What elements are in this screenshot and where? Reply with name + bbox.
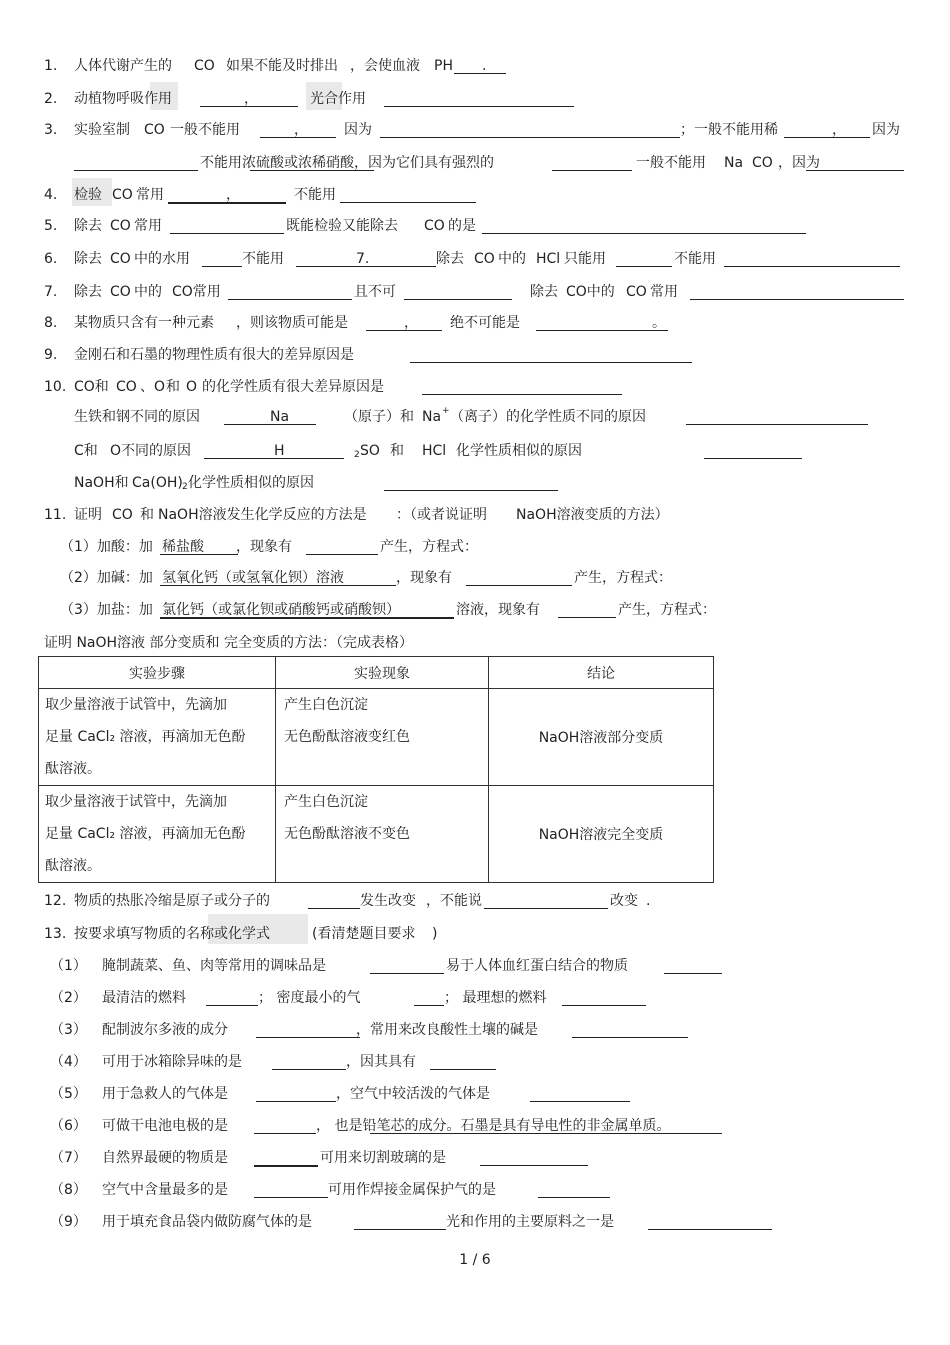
item-text-b: ，空气中较活泼的气体是 [336,1086,490,1102]
q5-text-c: 常用 [134,218,162,234]
header-conclusion: 结论 [489,657,714,689]
q6-number: 6. [44,251,58,267]
q11-s2-text-c: ，现象有 [396,570,452,586]
q4-text-e: 不能用 [294,187,336,203]
q7-blank-2[interactable] [404,299,512,300]
q10-blank-1[interactable] [422,394,622,395]
header-steps: 实验步骤 [39,657,276,689]
item-text-b: 易于人体血红蛋白结合的物质 [446,958,628,974]
q7-blank-3[interactable] [690,299,904,300]
q7-text-a: 除去 [74,284,102,300]
item-blank-2[interactable] [414,1005,444,1006]
cell-line: 产生白色沉淀 [284,794,368,810]
q2-text-c: 光合作用 [310,91,366,107]
q7-text-i: 常用 [650,284,678,300]
q9-blank-1[interactable] [410,362,692,363]
q3-line2-text-e: ，因为 [778,155,820,171]
q1-number: 1. [44,58,58,74]
q10-r2-text-f: （离子）的化学性质不同的原因 [450,409,646,425]
q10-blank-3[interactable] [686,424,868,425]
q11-text-a: 证明 [74,507,102,523]
item-number: （7） [50,1150,87,1166]
q4-text-d: ， [226,187,240,203]
q3-blank-4[interactable] [74,170,198,171]
q3-text-g: ， [832,122,846,138]
item-text-a: 配制波尔多液的成分 [102,1022,228,1038]
q3-line2-text-c: Na [724,155,744,171]
q5-number: 5. [44,218,58,234]
q11-text-e: ：（或者说证明 [396,507,487,523]
q3-text-a: 实验室制 [74,122,130,138]
q10-r2-text-e: + [442,406,450,416]
table-row [39,786,714,883]
q10-r4-text-b: Ca(OH) [132,475,183,491]
table-cell-conclusion: NaOH溶液部分变质 [489,689,714,786]
q8-number: 8. [44,315,58,331]
q12-blank-1[interactable] [308,908,360,909]
q13-text-a: 按要求填写物质的名称或化学式 [74,926,270,942]
cell-line: 取少量溶液于试管中，先滴加 [45,697,227,713]
table-cell-steps [39,689,276,786]
q12-text-d: 改变 [610,893,638,909]
page-number: 1 / 6 [459,1252,491,1268]
q5-text-a: 除去 [74,218,102,234]
q5-blank-1[interactable] [170,233,284,234]
q11-text-d: NaOH溶液发生化学反应的方法是 [158,507,367,523]
q6-text-a: 除去 [74,251,102,267]
item-blank-1[interactable] [254,1197,328,1198]
item-text-a: 最清洁的燃料 [102,990,186,1006]
q10-r4-text-a: NaOH和 [74,475,129,491]
item-text-a: 自然界最硬的物质是 [102,1150,228,1166]
q6-text-c: 中的水用 [134,251,190,267]
q10-r3-text-g: 化学性质相似的原因 [456,443,582,459]
q7-text-h: CO [626,284,647,300]
q11-s1-answer: 稀盐酸 [162,539,204,555]
q11-s1-text-d: 产生，方程式： [380,539,478,555]
q10-r3-text-a: C和 [74,443,98,459]
table-header-row [39,657,714,689]
q9-text-a: 金刚石和石墨的物理性质有很大的差异原因是 [74,347,354,363]
item-text-b: 光和作用的主要原料之一是 [446,1214,614,1230]
q3-blank-2[interactable] [380,137,680,138]
q10-text-d: 和 [166,379,180,395]
cell-line: 酞溶液。 [45,858,101,874]
cell-line: 产生白色沉淀 [284,697,368,713]
q8-text-b: ，则该物质可能是 [236,315,348,331]
q4-blank-2[interactable] [340,202,476,203]
q10-r2-text-b: Na [270,409,290,425]
q1-blank-1[interactable] [454,73,506,74]
item-text-a: 可用于冰箱除异味的是 [102,1054,242,1070]
q6-text-h: 中的 [498,251,526,267]
q5-text-d: 既能检验又能除去 [286,218,398,234]
q6-text-i: HCl [536,251,561,267]
q6-text-k: 不能用 [674,251,716,267]
q11-s1-text-c: ，现象有 [236,539,292,555]
q3-blank-5[interactable] [552,170,632,171]
cell-line: 酞溶液。 [45,761,101,777]
q11-s1-text-a: （1）加酸：加 [60,539,153,555]
item-number: （3） [50,1022,87,1038]
q12-number: 12. [44,893,67,909]
q11-number: 11. [44,507,67,523]
q3-text-d: ， [294,122,308,138]
item-blank-1[interactable] [254,1133,316,1134]
q1-text-d: ，会使血液 [350,58,420,74]
table-cell-steps [39,786,276,883]
item-blank-2[interactable] [664,973,722,974]
q3-text-c: 一般不能用 [170,122,240,138]
q10-r3-text-f: HCl [422,443,447,459]
q6-text-d: 不能用 [242,251,284,267]
q10-r3-sub-2: 2 [354,450,360,460]
item-blank-3[interactable] [562,1005,646,1006]
q10-text-c: 、O [140,379,166,395]
q6-text-b: CO [110,251,131,267]
item-text-b: ， 也是铅笔芯的成分。石墨是具有导电性的非金属单质。 [316,1118,671,1134]
q1-text-a: 人体代谢产生的 [74,58,172,74]
q3-line2-text-d: CO [752,155,773,171]
q10-text-a: CO和 [74,379,109,395]
q3-text-e: 因为 [344,122,372,138]
q10-r3-text-e: 和 [390,443,404,459]
table-row [39,689,714,786]
q11-s2-text-d: 产生，方程式： [574,570,672,586]
q7-text-c: 中的 [134,284,162,300]
item-blank-2[interactable] [430,1069,496,1070]
q8-text-c: ， [404,315,418,331]
q3-underline-text [250,170,374,171]
q7-text-g: CO中的 [566,284,615,300]
q11-text-b: CO [112,507,133,523]
item-blank-1[interactable] [354,1229,446,1230]
q5-text-f: 的是 [448,218,476,234]
table-cell-observations [276,689,489,786]
q7-text-b: CO [110,284,131,300]
q8-blank-2[interactable] [536,330,668,331]
q6-text-f: 除去 [436,251,464,267]
q6-blank-1[interactable] [202,266,242,267]
item-text-b: 可用来切割玻璃的是 [320,1150,446,1166]
item-blank-2[interactable] [648,1229,772,1230]
item-blank-2[interactable] [538,1197,610,1198]
q12-text-e: . [646,893,651,909]
item-blank-1[interactable] [256,1101,336,1102]
q3-blank-3[interactable] [784,137,870,138]
item-blank-1[interactable] [206,1005,258,1006]
q10-r3-text-d: SO [360,443,380,459]
q11-s3-blank[interactable] [558,617,616,618]
item-blank-1[interactable] [272,1069,346,1070]
q1-text-b: CO [194,58,215,74]
q12-text-c: ，不能说 [426,893,482,909]
item-number: （2） [50,990,87,1006]
cell-line: 无色酚酞溶液不变色 [284,826,410,842]
item-underline-text [370,1133,722,1134]
q4-text-a: 检验 [74,187,102,203]
q8-text-d: 绝不可能是 [450,315,520,331]
q4-number: 4. [44,187,58,203]
item-blank-1[interactable] [254,1165,318,1167]
table-cell-observations [276,786,489,883]
q6-text-j: 只能用 [564,251,606,267]
q12-blank-2[interactable] [484,908,608,909]
q10-text-e: O [186,379,198,395]
item-number: （9） [50,1214,87,1230]
q11-s3-text-d: 产生，方程式： [618,602,716,618]
item-blank-1[interactable] [256,1037,360,1038]
q12-text-b: 发生改变 [360,893,416,909]
q10-r4-sub-2: 2 [182,482,188,492]
item-number: （6） [50,1118,87,1134]
q9-number: 9. [44,347,58,363]
q6-text-g: CO [474,251,495,267]
item-text-a: 用于填充食品袋内做防腐气体的是 [102,1214,312,1230]
q10-text-b: CO [116,379,137,395]
item-blank-2[interactable] [480,1165,588,1166]
q5-blank-2[interactable] [482,233,806,234]
item-text-c: ； 最理想的燃料 [444,990,547,1006]
q4-text-c: 常用 [136,187,164,203]
q3-text-f: ；一般不能用稀 [680,122,778,138]
item-blank-1[interactable] [370,973,444,974]
item-text-b: ，常用来改良酸性土壤的碱是 [356,1022,538,1038]
q11-text-c: 和 [140,507,154,523]
q2-number: 2. [44,91,58,107]
q10-blank-6[interactable] [384,490,558,491]
q10-r2-text-d: Na [422,409,442,425]
item-blank-2[interactable] [572,1037,688,1038]
q11-prove-text: 证明 NaOH溶液 部分变质和 完全变质的方法：（完成表格） [44,635,413,651]
q10-r4-text-c: 化学性质相似的原因 [188,475,314,491]
q11-s3-text-c: 溶液，现象有 [456,602,540,618]
table-cell-conclusion: NaOH溶液完全变质 [489,786,714,883]
q7-text-f: 除去 [530,284,558,300]
item-blank-2[interactable] [530,1101,630,1102]
header-observations: 实验现象 [276,657,489,689]
q12-text-a: 物质的热胀冷缩是原子或分子的 [74,893,270,909]
cell-line: 取少量溶液于试管中，先滴加 [45,794,227,810]
experiment-table [38,656,714,883]
item-number: （4） [50,1054,87,1070]
item-number: （5） [50,1086,87,1102]
q10-r3-text-b: O不同的原因 [110,443,192,459]
q10-number: 10. [44,379,67,395]
q3-number: 3. [44,122,58,138]
cell-line: 无色酚酞溶液变红色 [284,729,410,745]
q8-text-e: 。 [652,315,666,331]
q2-text-a: 动植物呼吸作用 [74,91,172,107]
q11-s1-blank[interactable] [306,554,378,555]
q1-text-f: . [482,58,487,74]
q4-text-b: CO [112,187,133,203]
q10-r3-text-c: H [274,443,285,459]
cell-line: 足量 CaCl₂ 溶液，再滴加无色酚 [45,826,246,842]
q7-blank-1[interactable] [228,299,352,300]
item-text-b: 可用作焊接金属保护气的是 [328,1182,496,1198]
q10-text-f: 的化学性质有很大差异原因是 [202,379,384,395]
item-number: （1） [50,958,87,974]
q10-r2-text-a: 生铁和钢不同的原因 [74,409,200,425]
q11-s2-blank[interactable] [466,585,572,586]
item-text-a: 空气中含量最多的是 [102,1182,228,1198]
q6-text-e: 7. [356,251,370,267]
q11-s3-text-a: （3）加盐：加 [60,602,153,618]
cell-line: 足量 CaCl₂ 溶液，再滴加无色酚 [45,729,246,745]
q10-r2-text-c: （原子）和 [344,409,414,425]
item-text-a: 可做干电池电极的是 [102,1118,228,1134]
item-number: （8） [50,1182,87,1198]
q3-blank-6[interactable] [806,170,904,171]
q2-text-b: ， [244,91,258,107]
q5-text-b: CO [110,218,131,234]
q6-blank-3[interactable] [616,266,672,267]
q3-text-h: 因为 [872,122,900,138]
q7-number: 7. [44,284,58,300]
q11-text-f: NaOH溶液变质的方法） [516,507,669,523]
q13-text-close: ) [432,926,438,942]
q11-s2-text-a: （2）加碱：加 [60,570,153,586]
q3-line2-text-b: 一般不能用 [636,155,706,171]
q2-blank-2[interactable] [384,106,574,107]
q11-s3-answer: 氯化钙（或氯化钡或硝酸钙或硝酸钡） [162,602,400,618]
q1-text-c: 如果不能及时排出 [226,58,338,74]
q3-text-b: CO [144,122,165,138]
q7-text-e: 且不可 [354,284,396,300]
q13-number: 13. [44,926,67,942]
item-text-b: ，因其具有 [346,1054,416,1070]
q1-text-e: PH [434,58,453,74]
item-text-a: 用于急救人的气体是 [102,1086,228,1102]
item-text-a: 腌制蔬菜、鱼、肉等常用的调味品是 [102,958,326,974]
q10-blank-5[interactable] [704,458,802,459]
q11-s2-answer: 氢氧化钙（或氢氧化钡）溶液 [162,570,344,586]
q13-text-b: (看清楚题目要求 [312,926,416,942]
q7-text-d: CO常用 [172,284,221,300]
q3-line2-text-a: 不能用浓硫酸或浓稀硝酸，因为它们具有强烈的 [200,155,494,171]
q8-text-a: 某物质只含有一种元素 [74,315,214,331]
q6-blank-4[interactable] [724,266,900,267]
q5-text-e: CO [424,218,445,234]
item-text-b: ； 密度最小的气 [258,990,361,1006]
